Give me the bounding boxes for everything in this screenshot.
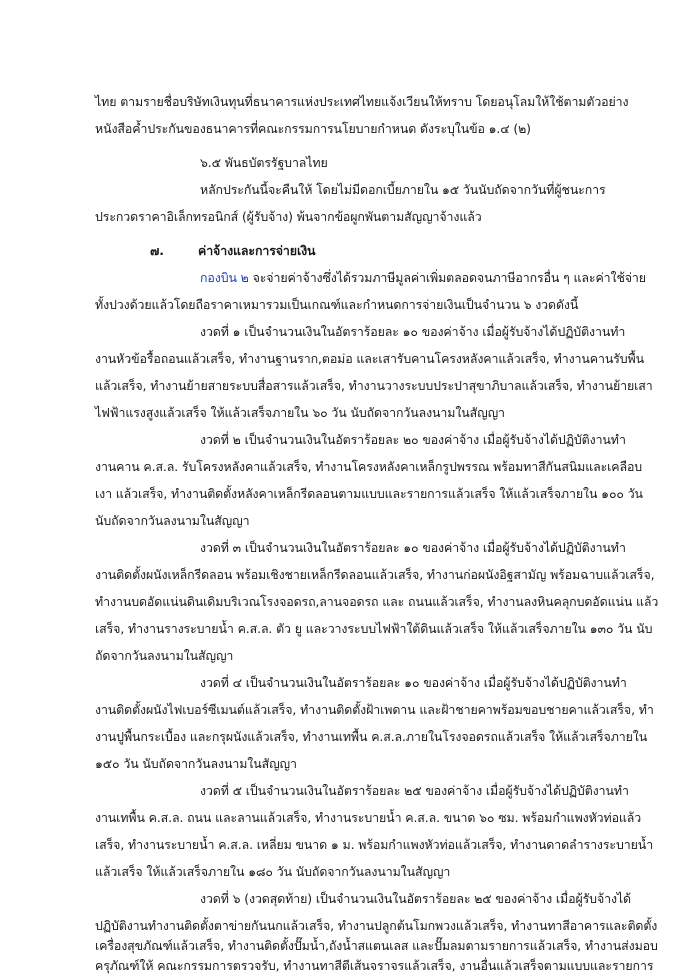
- text-line: เสร็จ, ทำงานระบายน้ำ ค.ส.ล. เหลี่ยม ขนาด ๑ ม. พร้อมกำแพงหัวท่อแล้วเสร็จ, ทำงานดาดลำรางระบายน้ำ: [95, 837, 654, 852]
- section-number: ๗.: [150, 243, 164, 258]
- text-line: ๖.๕ พันธบัตรรัฐบาลไทย: [200, 155, 328, 170]
- text-line: งานเทพื้น ค.ส.ล. ถนน และลานแล้วเสร็จ, ทำงานระบายน้ำ ค.ส.ล. ขนาด ๖๐ ซม. พร้อมกำแพงหัวท่อแล้ว: [95, 810, 642, 825]
- text-line: ถัดจากวันลงนามในสัญญา: [95, 648, 234, 663]
- text-line: ประกวดราคาอิเล็กทรอนิกส์ (ผู้รับจ้าง) พ้นจากข้อผูกพันตามสัญญาจ้างแล้ว: [95, 209, 482, 224]
- text-line: ไทย ตามรายชื่อบริษัทเงินทุนที่ธนาคารแห่งประเทศไทยแจ้งเวียนให้ทราบ โดยอนุโลมให้ใช้ตามตัวอย่าง: [95, 94, 629, 109]
- text-line: ไฟฟ้าแรงสูงแล้วเสร็จ ให้แล้วเสร็จภายใน ๖๐ วัน นับถัดจากวันลงนามในสัญญา: [95, 405, 505, 420]
- text-line: งานปูพื้นกระเบื้อง และกรุผนังแล้วเสร็จ, ทำงานเทพื้น ค.ส.ล.ภายในโรงจอดรถแล้วเสร็จ ให้แล้วเสร็จภายใน: [95, 729, 648, 744]
- section-heading: ค่าจ้างและการจ่ายเงิน: [198, 243, 316, 258]
- text-line: งวดที่ ๒ เป็นจำนวนเงินในอัตราร้อยละ ๒๐ ของค่าจ้าง เมื่อผู้รับจ้างได้ปฏิบัติงานทำ: [200, 432, 626, 447]
- text-line-rest: จะจ่ายค่าจ้างซึ่งได้รวมภาษีมูลค่าเพิ่มตลอดจนภาษีอากรอื่น ๆ และค่าใช้จ่าย: [248, 270, 646, 285]
- text-line: งวดที่ ๕ เป็นจำนวนเงินในอัตราร้อยละ ๒๕ ของค่าจ้าง เมื่อผู้รับจ้างได้ปฏิบัติงานทำ: [200, 783, 629, 798]
- text-line: งานคาน ค.ส.ล. รับโครงหลังคาแล้วเสร็จ, ทำงานโครงหลังคาเหล็กรูปพรรณ พร้อมทาสีกันสนิมและเคลือบ: [95, 459, 643, 474]
- text-line: งานติดตั้งผนังเหล็กรีดลอน พร้อมเชิงชายเหล็กรีดลอนแล้วเสร็จ, ทำงานก่อผนังอิฐสามัญ พร้อมฉาบแล้วเสร็จ,: [95, 567, 655, 582]
- text-line: เสร็จ, ทำงานรางระบายน้ำ ค.ส.ล. ตัว ยู และวางระบบไฟฟ้าใต้ดินแล้วเสร็จ ให้แล้วเสร็จภายใน ๑๓๐ วัน นับ: [95, 621, 653, 636]
- text-line: ทำงานบดอัดแน่นดินเดิมบริเวณโรงจอดรถ,ลานจอดรถ และ ถนนแล้วเสร็จ, ทำงานลงหินคลุกบดอัดแน่น แล้ว: [95, 594, 659, 609]
- text-line: เงา แล้วเสร็จ, ทำงานติดตั้งหลังคาเหล็กรีดลอนตามแบบและรายการแล้วเสร็จ ให้แล้วเสร็จภายใน ๑๐๐ วัน: [95, 486, 643, 501]
- text-line: งานหัวข้อรื้อถอนแล้วเสร็จ, ทำงานฐานราก,ตอม่อ และเสารับคานโครงหลังคาแล้วเสร็จ, ทำงานคานรับพื้น: [95, 351, 644, 366]
- text-line: งวดที่ ๓ เป็นจำนวนเงินในอัตราร้อยละ ๑๐ ของค่าจ้าง เมื่อผู้รับจ้างได้ปฏิบัติงานทำ: [200, 540, 626, 555]
- text-line: หนังสือค้ำประกันของธนาคารที่คณะกรรมการนโยบายกำหนด ดังระบุในข้อ ๑.๔ (๒): [95, 121, 531, 136]
- text-line: ทั้งปวงด้วยแล้วโดยถือราคาเหมารวมเป็นเกณฑ์และกำหนดการจ่ายเงินเป็นจำนวน ๖ งวดดังนี้: [95, 297, 579, 312]
- text-line: เครื่องสุขภัณฑ์แล้วเสร็จ, ทำงานติดตั้งปั๊มน้ำ,ถังน้ำสแตนเลส และปั๊มลมตามรายการแล้วเสร็จ, ทำงานส่งมอบ: [95, 938, 658, 953]
- text-line: ๑๕๐ วัน นับถัดจากวันลงนามในสัญญา: [95, 756, 297, 771]
- text-line: นับถัดจากวันลงนามในสัญญา: [95, 513, 250, 528]
- text-line: งวดที่ ๖ (งวดสุดท้าย) เป็นจำนวนเงินในอัตราร้อยละ ๒๕ ของค่าจ้าง เมื่อผู้รับจ้างได้: [200, 891, 631, 906]
- text-line: ครุภัณฑ์ให้ คณะกรรมการตรวจรับ, ทำงานทาสีตีเส้นจราจรแล้วเสร็จ, งานอื่นแล้วเสร็จตามแบบและรายการ: [95, 958, 654, 973]
- agency-name: กองบิน ๒: [200, 270, 249, 285]
- text-line: แล้วเสร็จ, ทำงานย้ายสายระบบสื่อสารแล้วเสร็จ, ทำงานวางระบบประปาสุขาภิบาลแล้วเสร็จ, ทำงานย้ายเสา: [95, 378, 653, 393]
- text-line: งานติดตั้งผนังไฟเบอร์ซีเมนต์แล้วเสร็จ, ทำงานติดตั้งฝ้าเพดาน และฝ้าชายคาพร้อมขอบชายคาแล้วเสร็จ, ทำ: [95, 702, 654, 717]
- text-line: [200, 268, 646, 288]
- text-line: งวดที่ ๔ เป็นจำนวนเงินในอัตราร้อยละ ๑๐ ของค่าจ้าง เมื่อผู้รับจ้างได้ปฏิบัติงานทำ: [200, 675, 627, 690]
- text-line: ปฏิบัติงานทำงานติดตั้งตาข่ายกันนกแล้วเสร็จ, ทำงานปลูกต้นโมกพวงแล้วเสร็จ, ทำงานทาสีอาคารและติดตั้ง: [95, 918, 658, 933]
- text-line: แล้วเสร็จ ให้แล้วเสร็จภายใน ๑๘๐ วัน นับถัดจากวันลงนามในสัญญา: [95, 864, 451, 879]
- text-line: งวดที่ ๑ เป็นจำนวนเงินในอัตราร้อยละ ๑๐ ของค่าจ้าง เมื่อผู้รับจ้างได้ปฏิบัติงานทำ: [200, 324, 626, 339]
- text-line: หลักประกันนี้จะคืนให้ โดยไม่มีดอกเบี้ยภายใน ๑๕ วันนับถัดจากวันที่ผู้ชนะการ: [200, 182, 606, 197]
